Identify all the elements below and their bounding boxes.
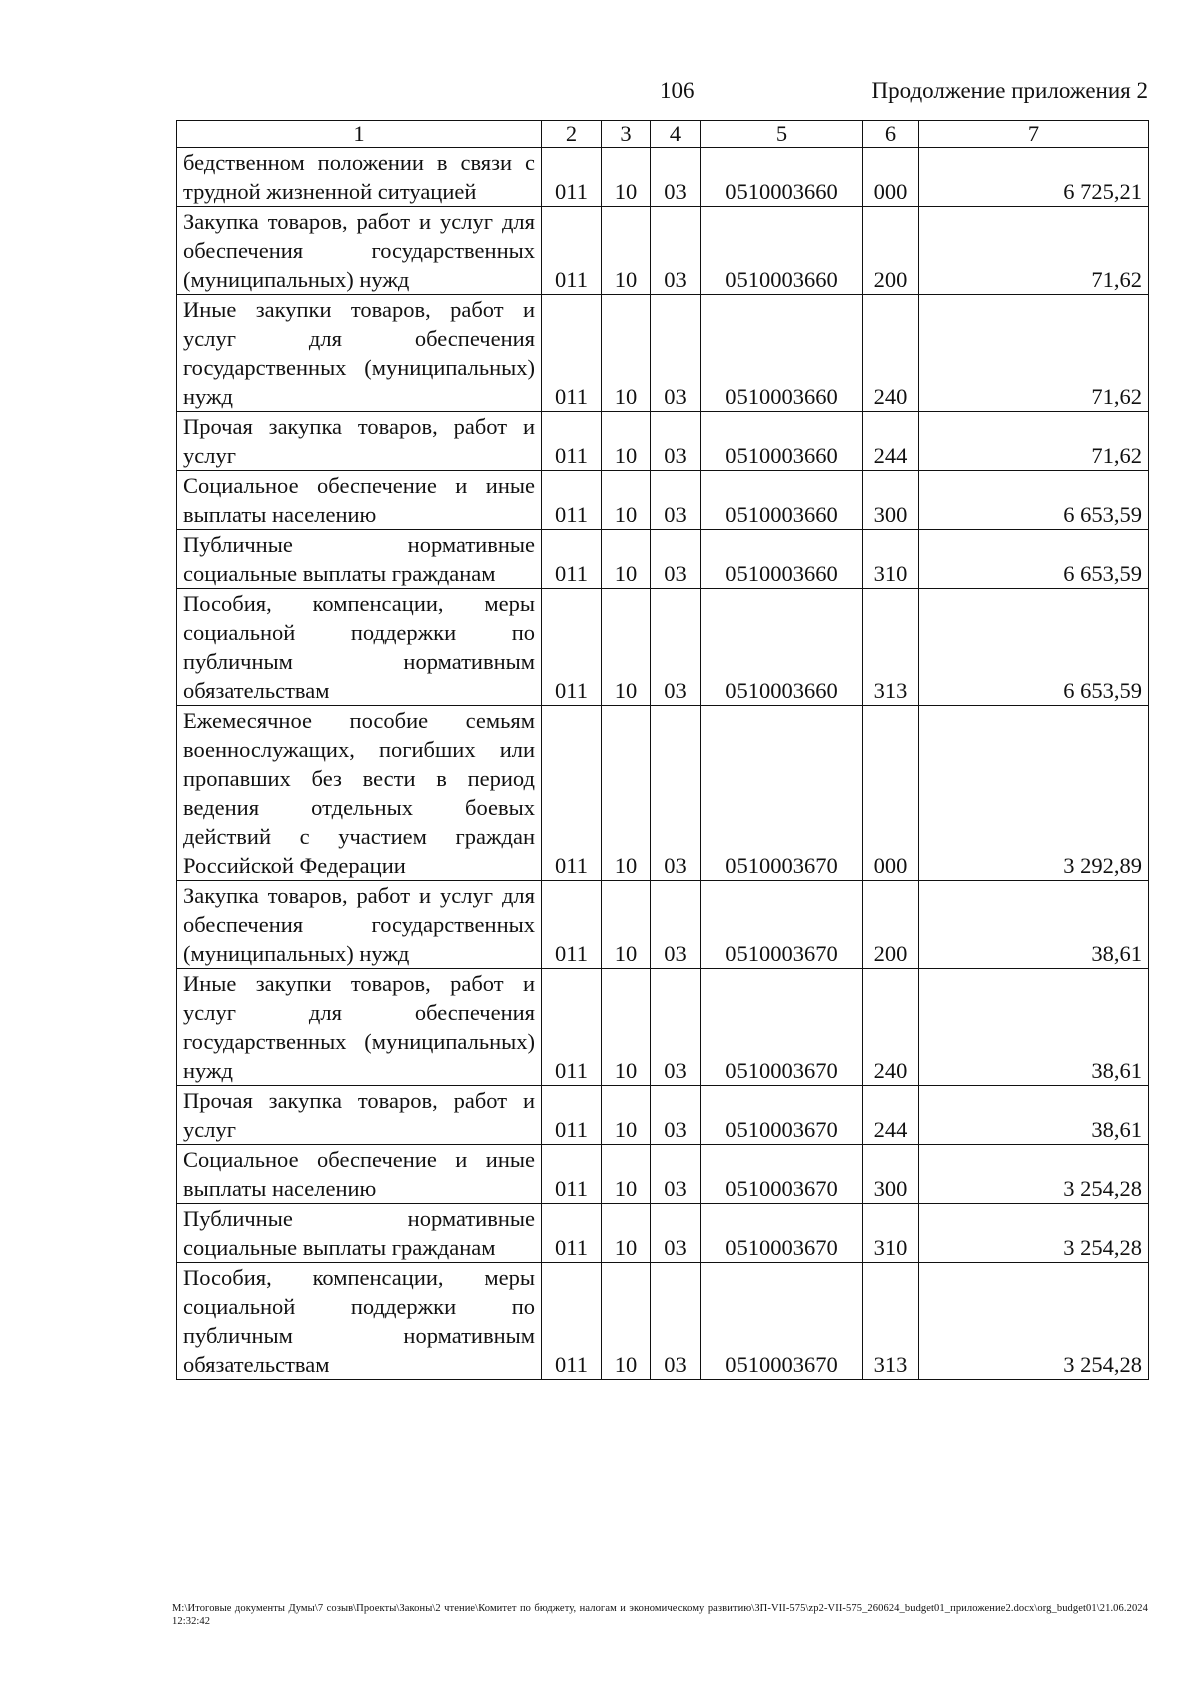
section-code: 10 [602,471,651,530]
expense-type-code: 300 [863,471,919,530]
target-article-code: 0510003660 [701,207,863,295]
row-description: Социальное обеспечение и иные выплаты населению [177,471,542,530]
department-code: 011 [542,530,602,589]
expense-type-code: 300 [863,1145,919,1204]
amount: 6 653,59 [919,471,1149,530]
column-header: 1 [177,121,542,148]
department-code: 011 [542,1086,602,1145]
expense-type-code: 240 [863,295,919,412]
expense-type-code: 240 [863,969,919,1086]
column-header: 4 [651,121,701,148]
department-code: 011 [542,295,602,412]
amount: 38,61 [919,881,1149,969]
amount: 71,62 [919,295,1149,412]
expense-type-code: 000 [863,706,919,881]
target-article-code: 0510003670 [701,969,863,1086]
section-code: 10 [602,148,651,207]
table-row [177,1086,1149,1145]
target-article-code: 0510003670 [701,1145,863,1204]
row-description: Прочая закупка товаров, работ и услуг [177,412,542,471]
table-row [177,881,1149,969]
row-description: Закупка товаров, работ и услуг для обеспечения государственных (муниципальных) нужд [177,207,542,295]
column-header: 3 [602,121,651,148]
subsection-code: 03 [651,471,701,530]
department-code: 011 [542,471,602,530]
subsection-code: 03 [651,1204,701,1263]
section-code: 10 [602,1086,651,1145]
row-description: Публичные нормативные социальные выплаты гражданам [177,530,542,589]
subsection-code: 03 [651,1263,701,1380]
target-article-code: 0510003660 [701,412,863,471]
amount: 3 254,28 [919,1263,1149,1380]
table-row [177,1145,1149,1204]
target-article-code: 0510003660 [701,295,863,412]
section-code: 10 [602,1204,651,1263]
row-description: Иные закупки товаров, работ и услуг для обеспечения государственных (муниципальных) нужд [177,969,542,1086]
subsection-code: 03 [651,881,701,969]
target-article-code: 0510003670 [701,706,863,881]
table-row [177,530,1149,589]
amount: 6 653,59 [919,589,1149,706]
subsection-code: 03 [651,412,701,471]
table-row [177,706,1149,881]
target-article-code: 0510003660 [701,530,863,589]
row-description: Прочая закупка товаров, работ и услуг [177,1086,542,1145]
amount: 38,61 [919,969,1149,1086]
amount: 3 254,28 [919,1145,1149,1204]
column-header: 7 [919,121,1149,148]
row-description: Социальное обеспечение и иные выплаты населению [177,1145,542,1204]
section-code: 10 [602,295,651,412]
amount: 6 725,21 [919,148,1149,207]
row-description: Пособия, компенсации, меры социальной поддержки по публичным нормативным обязательствам [177,589,542,706]
target-article-code: 0510003670 [701,1263,863,1380]
section-code: 10 [602,881,651,969]
column-header: 2 [542,121,602,148]
subsection-code: 03 [651,295,701,412]
department-code: 011 [542,148,602,207]
expense-type-code: 200 [863,881,919,969]
subsection-code: 03 [651,969,701,1086]
table-row [177,969,1149,1086]
target-article-code: 0510003660 [701,148,863,207]
file-path-footer: M:\Итоговые документы Думы\7 созыв\Проекты\Законы\2 чтение\Комитет по бюджету, налогам и экономическому развитию\ЗП-VII-575\zp2-VII-575_260624_budget01_приложение2.docx\org_budget01\21.06.2024 12:32:42 [172,1603,1148,1627]
target-article-code: 0510003660 [701,589,863,706]
amount: 3 292,89 [919,706,1149,881]
department-code: 011 [542,881,602,969]
row-description: Иные закупки товаров, работ и услуг для обеспечения государственных (муниципальных) нужд [177,295,542,412]
budget-table [176,120,1149,1380]
section-code: 10 [602,969,651,1086]
amount: 71,62 [919,412,1149,471]
table-row [177,1204,1149,1263]
continuation-label: Продолжение приложения 2 [871,78,1148,103]
table-header-row [177,121,1149,148]
target-article-code: 0510003670 [701,881,863,969]
section-code: 10 [602,530,651,589]
row-description: Пособия, компенсации, меры социальной поддержки по публичным нормативным обязательствам [177,1263,542,1380]
department-code: 011 [542,706,602,881]
section-code: 10 [602,207,651,295]
page-number: 106 [660,78,695,103]
target-article-code: 0510003660 [701,471,863,530]
row-description: Закупка товаров, работ и услуг для обеспечения государственных (муниципальных) нужд [177,881,542,969]
subsection-code: 03 [651,706,701,881]
department-code: 011 [542,969,602,1086]
department-code: 011 [542,412,602,471]
column-header: 6 [863,121,919,148]
expense-type-code: 310 [863,1204,919,1263]
table-row [177,148,1149,207]
target-article-code: 0510003670 [701,1086,863,1145]
section-code: 10 [602,706,651,881]
subsection-code: 03 [651,1086,701,1145]
section-code: 10 [602,1263,651,1380]
expense-type-code: 244 [863,1086,919,1145]
table-row [177,412,1149,471]
subsection-code: 03 [651,207,701,295]
section-code: 10 [602,1145,651,1204]
department-code: 011 [542,589,602,706]
table-row [177,207,1149,295]
row-description: бедственном положении в связи с трудной жизненной ситуацией [177,148,542,207]
table-row [177,471,1149,530]
expense-type-code: 310 [863,530,919,589]
expense-type-code: 000 [863,148,919,207]
expense-type-code: 313 [863,589,919,706]
department-code: 011 [542,1204,602,1263]
column-header: 5 [701,121,863,148]
subsection-code: 03 [651,589,701,706]
row-description: Ежемесячное пособие семьям военнослужащих, погибших или пропавших без вести в период ведения отдельных боевых действий с участием граждан Российской Федерации [177,706,542,881]
section-code: 10 [602,589,651,706]
subsection-code: 03 [651,530,701,589]
target-article-code: 0510003670 [701,1204,863,1263]
row-description: Публичные нормативные социальные выплаты гражданам [177,1204,542,1263]
section-code: 10 [602,412,651,471]
amount: 38,61 [919,1086,1149,1145]
department-code: 011 [542,1263,602,1380]
table-row [177,295,1149,412]
amount: 71,62 [919,207,1149,295]
subsection-code: 03 [651,148,701,207]
table-body [177,148,1149,1380]
expense-type-code: 313 [863,1263,919,1380]
expense-type-code: 244 [863,412,919,471]
department-code: 011 [542,207,602,295]
subsection-code: 03 [651,1145,701,1204]
department-code: 011 [542,1145,602,1204]
amount: 3 254,28 [919,1204,1149,1263]
amount: 6 653,59 [919,530,1149,589]
table-row [177,589,1149,706]
table-row [177,1263,1149,1380]
expense-type-code: 200 [863,207,919,295]
